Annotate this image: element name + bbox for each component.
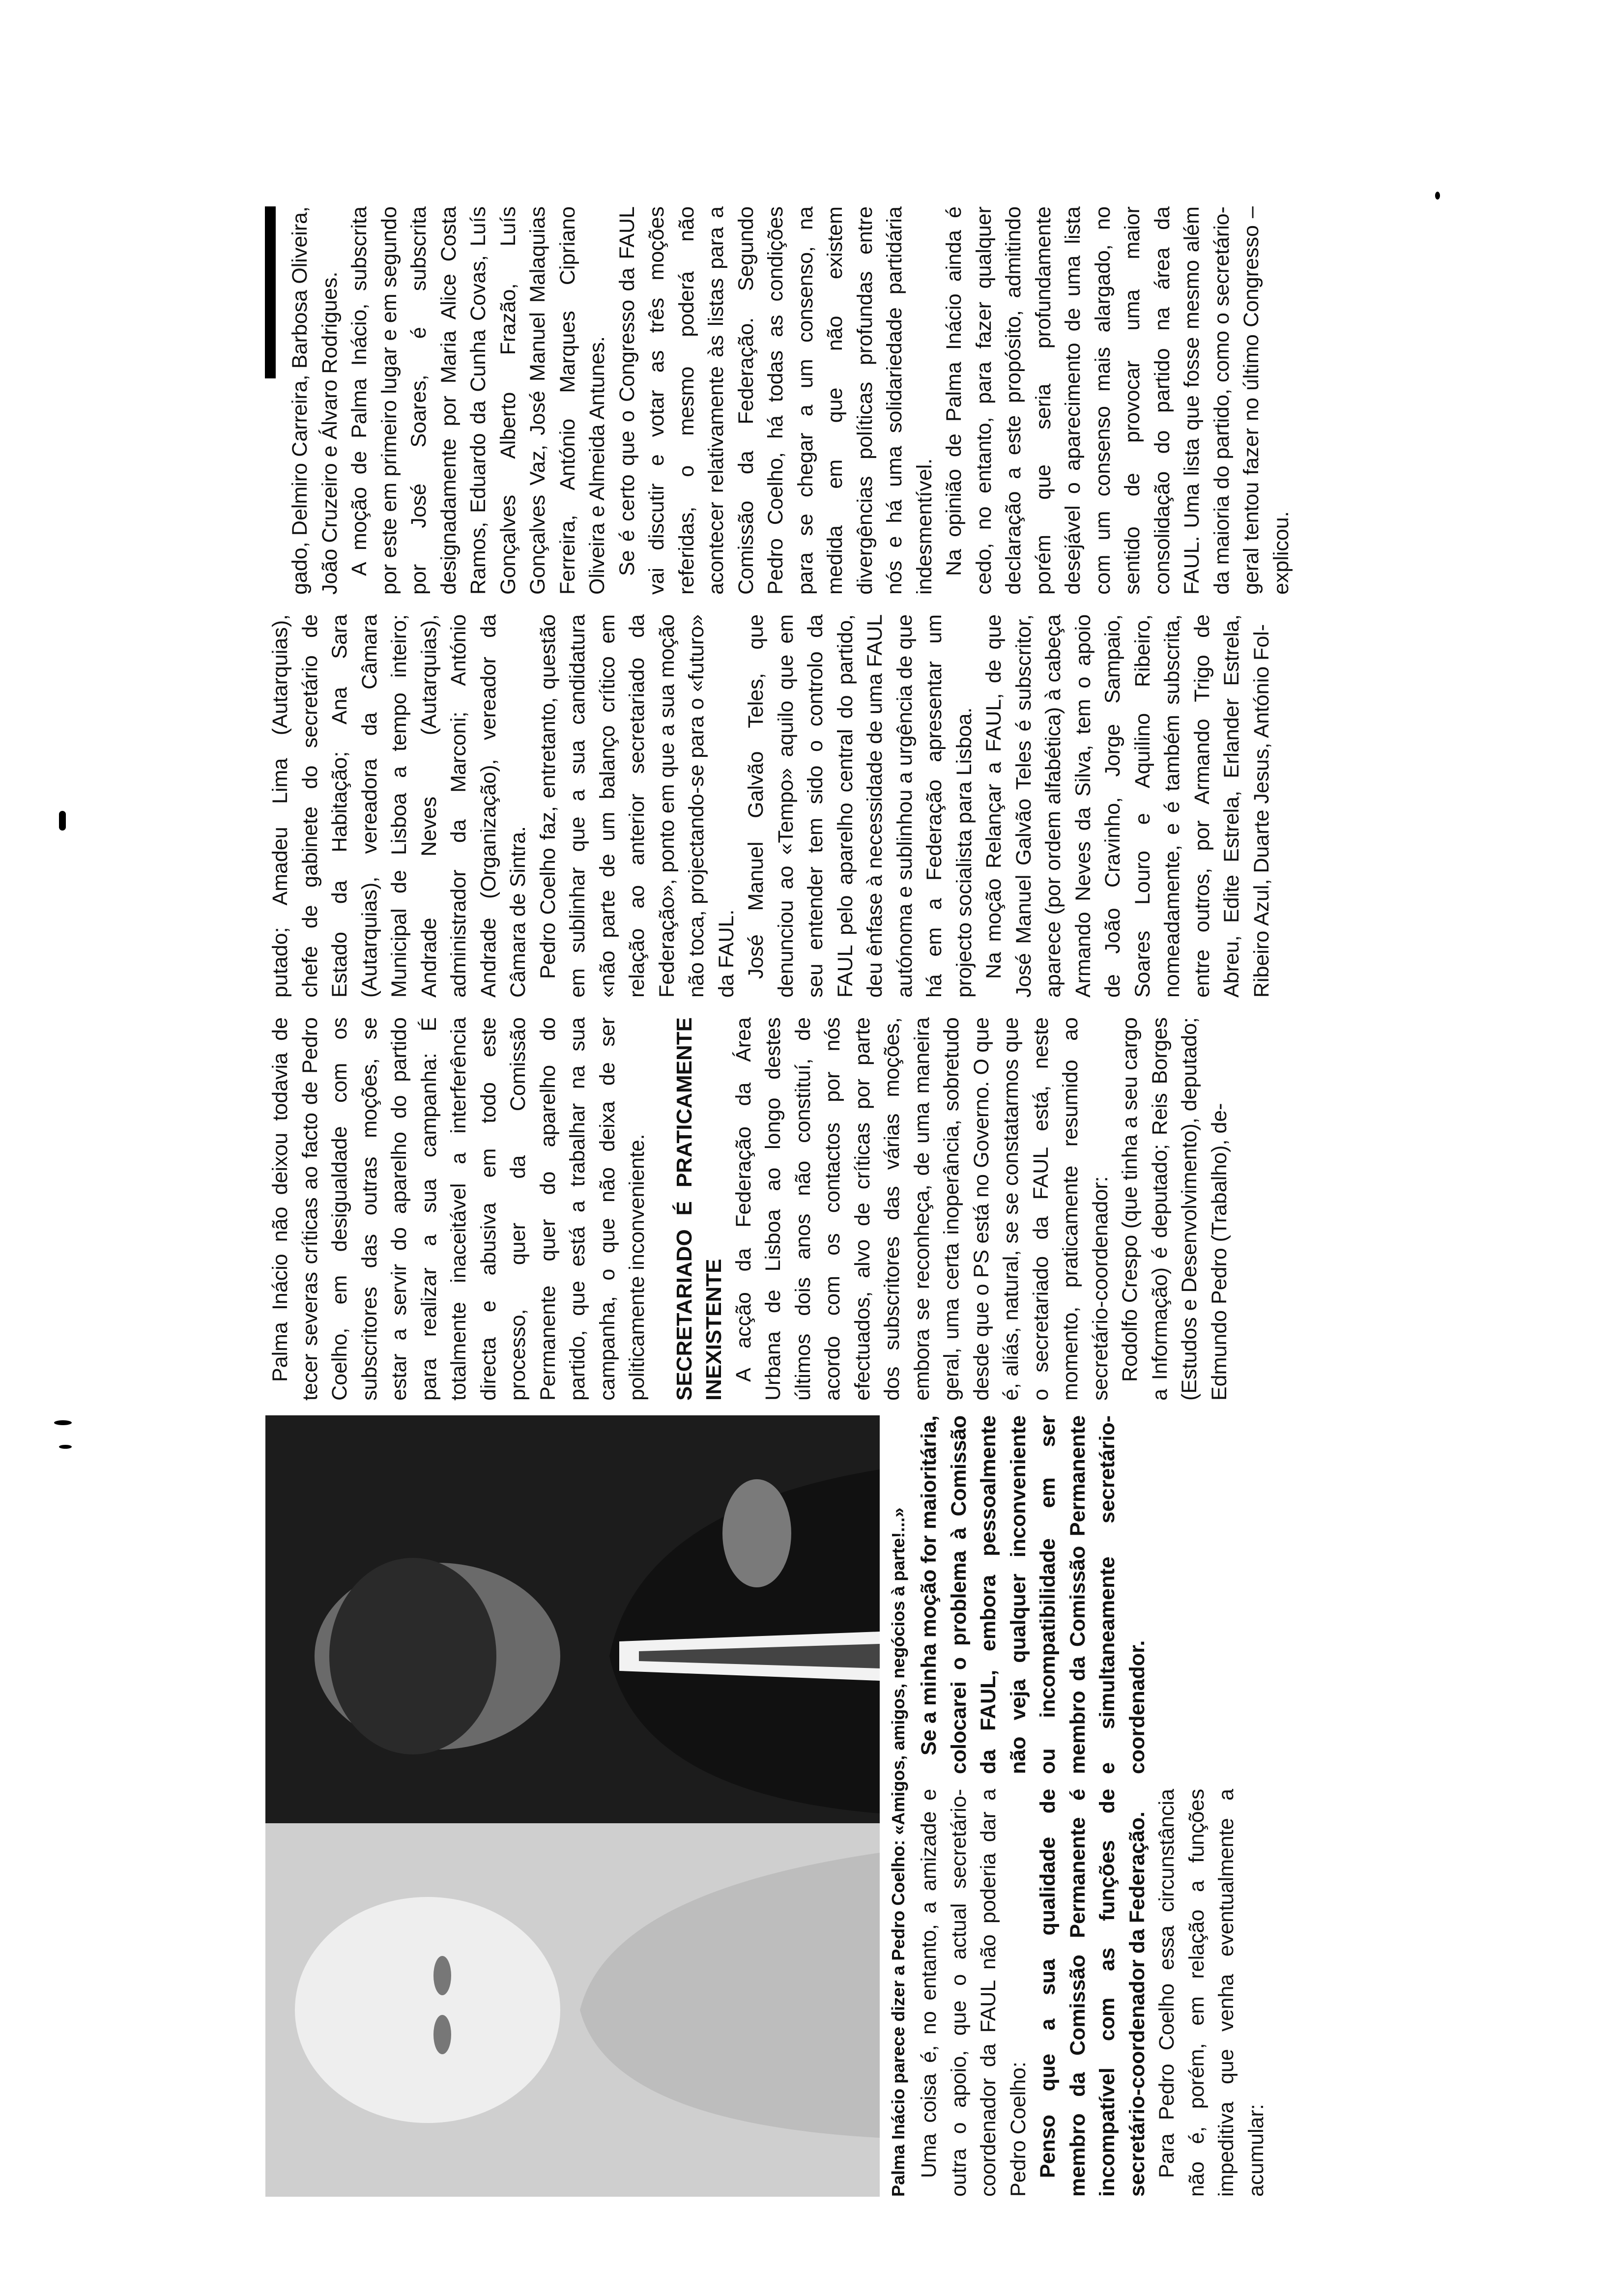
- paragraph: Se é certo que o Congresso da FAUL vai discutir e votar as três moções referidas, o mesmo poderá não acontecer relativamente às listas para a Comissão da Federação. Segundo Pedro Coelho, há todas as condições para se chegar a um consenso, na medida em que não existem divergências políticas profundas entre nós e há uma solidariedade partidária indesmentível.: [615, 206, 936, 595]
- article-column-2: [265, 1017, 1234, 1401]
- article-column-3: [265, 614, 1276, 998]
- article-column-1b: [914, 1415, 1152, 1774]
- paragraph: A acção da Federação da Área Urbana de Lisboa ao longo destes últimos dois anos não constituí, de acordo com os contactos por nós efectuados, alvo de críticas por parte dos subscritores das várias moções, embora se reconheça, de uma maneira geral, uma certa inoperância, sobretudo desde que o PS está no Governo. O que é, aliás, natural, se se constatarmos que o secretariado da FAUL está, neste momento, praticamente resumido ao secretário-coordenador:: [731, 1017, 1112, 1401]
- scan-mark: [1435, 192, 1440, 200]
- article-column-4: [285, 206, 1296, 595]
- paragraph: Na moção Relançar a FAUL, de que José Manuel Galvão Teles é subscritor, aparece (por ordem alfabética) à cabeça Armando Neves da Silva, tem o apoio de João Cravinho, Jorge Sampaio, Soares Louro e Aquilino Ribeiro, nomeadamente, e é também subscrita, entre outros, por Armando Trigo de Abreu, Edite Estrela, Erlander Estrela, Ribeiro Azul, Duarte Jesus, António Fol-: [982, 614, 1273, 998]
- photo-caption: Palma Inácio parece dizer a Pedro Coelho: «Amigos, amigos, negócios à parte!...»: [888, 1507, 908, 2197]
- scan-mark: [59, 1445, 72, 1449]
- newspaper-clipping: [265, 206, 1465, 2197]
- paragraph: José Manuel Galvão Teles, que denunciou ao «Tempo» aquilo que em seu entender tem sido o controlo da FAUL pelo aparelho central do partido, deu ênfase à necessidade de uma FAUL autónoma e sublinhou a urgência de que há em a Federação apresentar um projecto socialista para Lisboa.: [744, 614, 976, 998]
- paragraph-quote: Se a minha moção for maioritária, colocarei o problema à Comissão da FAUL, embora pessoalmente não veja qualquer inconveniente ou incompatibilidade em ser membro da Comissão Permanente e simultaneamente secretário-coordenador.: [917, 1415, 1149, 1774]
- article-column-1: [914, 1789, 1271, 2197]
- section-rule: [265, 206, 276, 378]
- paragraph-quote: Penso que a sua qualidade de membro da Comissão Permanente é incompatível com as funções de secretário-coordenador da Federação.: [1036, 1789, 1149, 2197]
- section-heading: SECRETARIADO É PRATICAMENTE INEXISTENTE: [672, 1017, 726, 1401]
- paragraph: Para Pedro Coelho essa circunstância não é, porém, em relação a funções impeditiva que venha eventualmente a acumular:: [1155, 1789, 1268, 2197]
- paragraph: Rodolfo Crespo (que tinha a seu cargo a Informação) é deputado; Reis Borges (Estudos e Desenvolvimento), deputado; Edmundo Pedro (Trabalho), de-: [1118, 1017, 1231, 1401]
- paragraph: putado; Amadeu Lima (Autarquias), chefe de gabinete do secretário de Estado da Habitação; Ana Sara (Autarquias), vereadora da Câmara Municipal de Lisboa a tempo inteiro; Andrade Neves (Autarquias), administrador da Marconi; António Andrade (Organização), vereador da Câmara de Sintra.: [268, 614, 530, 998]
- paragraph: A moção de Palma Inácio, subscrita por este em primeiro lugar e em segundo por José Soares, é subscrita designadamente por Maria Alice Costa Ramos, Eduardo da Cunha Covas, Luís Gonçalves Alberto Frazão, Luís Gonçalves Vaz, José Manuel Malaquias Ferreira, António Marques Cipriano Oliveira e Almeida Antunes.: [347, 206, 609, 595]
- paragraph: Na opinião de Palma Inácio ainda é cedo, no entanto, para fazer qualquer declaração a este propósito, admitindo porém que seria profundamente desejável o aparecimento de uma lista com um consenso mais alargado, no sentido de provocar uma maior consolidação do partido na área da FAUL. Uma lista que fosse mesmo além da maioria do partido, como o secretário-geral tentou fazer no último Congresso – explicou.: [942, 206, 1293, 595]
- paragraph: gado, Delmiro Carreira, Barbosa Oliveira, João Cruzeiro e Álvaro Rodrigues.: [288, 206, 342, 595]
- scan-mark: [59, 811, 66, 831]
- paragraph: Uma coisa é, no entanto, a amizade e outra o apoio, que o actual secretário-coordenador da FAUL não poderia dar a Pedro Coelho:: [917, 1789, 1030, 2197]
- photo-two-men: [265, 1415, 880, 2197]
- paragraph: Palma Inácio não deixou todavia de tecer severas críticas ao facto de Pedro Coelho, em desigualdade com os subscritores das outras moções, se estar a servir do aparelho do partido para realizar a sua campanha: É totalmente inaceitável a interferência directa e abusiva em todo este processo, quer da Comissão Permanente quer do aparelho do partido, que está a trabalhar na sua campanha, o que não deixa de ser politicamente inconveniente.: [268, 1017, 649, 1401]
- scan-mark: [54, 1420, 72, 1425]
- paragraph: Pedro Coelho faz, entretanto, questão em sublinhar que a sua candidatura «não parte de um balanço crítico em relação ao anterior secretariado da Federação», ponto em que a sua moção não toca, projectando-se para o «futuro» da FAUL.: [536, 614, 738, 998]
